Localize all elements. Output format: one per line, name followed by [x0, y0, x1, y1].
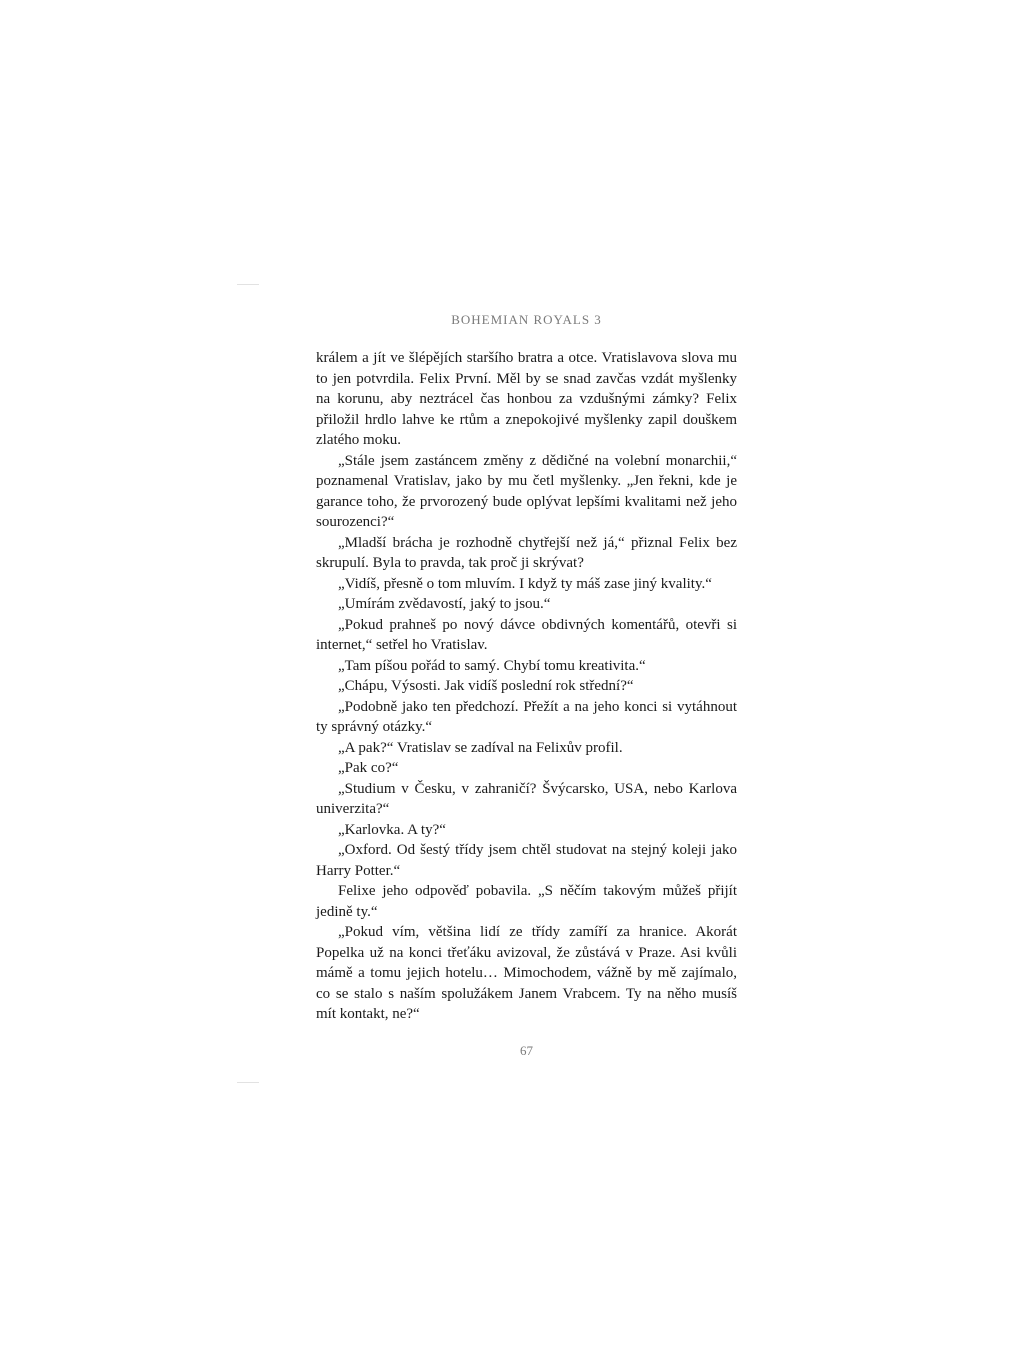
body-text	[316, 348, 737, 1025]
paragraph: králem a jít ve šlépějích staršího bratra a otce. Vratislavova slova mu to jen potvrdila. Felix První. Měl by se snad zavčas vzdát myšlenky na korunu, aby neztrácel čas honbou za vzdušnými zámky? Felix přiložil hrdlo lahve ke rtům a znepokojivé myšlenky zapil douškem zlatého moku.	[316, 350, 737, 448]
paragraph: „Oxford. Od šestý třídy jsem chtěl studovat na stejný koleji jako Harry Potter.“	[316, 842, 737, 879]
paragraph: „Pokud vím, většina lidí ze třídy zamíří za hranice. Akorát Popelka už na konci třeťáku avizoval, že zůstává v Praze. Asi kvůli mámě a tomu jejich hotelu… Mimochodem, vážně by mě zajímalo, co se stalo s naším spolužákem Janem Vrabcem. Ty na něho musíš mít kontakt, ne?“	[316, 924, 737, 1022]
paragraph: „Pak co?“	[338, 760, 399, 776]
crop-mark-bottom	[237, 1082, 259, 1083]
paragraph: „Stále jsem zastáncem změny z dědičné na volební monarchii,“ poznamenal Vratislav, jako by mu četl myšlenky. „Jen řekni, kde je garance toho, že prvorozený bude oplývat lepšími kvalitami než jeho sourozenci?“	[316, 452, 737, 530]
crop-mark-top	[237, 284, 259, 285]
page-number: 67	[520, 1043, 533, 1058]
paragraph: „Karlovka. A ty?“	[338, 821, 446, 838]
paragraph: „Tam píšou pořád to samý. Chybí tomu kreativita.“	[338, 657, 646, 674]
running-head: BOHEMIAN ROYALS 3	[451, 312, 602, 327]
paragraph: „Vidíš, přesně o tom mluvím. I když ty máš zase jiný kvality.“	[338, 575, 712, 592]
paragraph: Felixe jeho odpověď pobavila. „S něčím takovým můžeš přijít jedině ty.“	[316, 883, 737, 920]
paragraph: „A pak?“ Vratislav se zadíval na Felixův profil.	[338, 739, 623, 756]
paragraph: „Mladší brácha je rozhodně chytřejší než já,“ přiznal Felix bez skrupulí. Byla to pravda, tak proč ji skrývat?	[316, 534, 737, 571]
paragraph: „Umírám zvědavostí, jaký to jsou.“	[338, 596, 551, 612]
paragraph: „Studium v Česku, v zahraničí? Švýcarsko, USA, nebo Karlova univerzita?“	[316, 780, 737, 817]
paragraph: „Podobně jako ten předchozí. Přežít a na jeho konci si vytáhnout ty správný otázky.“	[316, 698, 737, 735]
paragraph: „Pokud prahneš po nový dávce obdivných komentářů, otevři si internet,“ setřel ho Vratislav.	[316, 616, 737, 653]
paragraph: „Chápu, Výsosti. Jak vidíš poslední rok střední?“	[338, 678, 634, 694]
